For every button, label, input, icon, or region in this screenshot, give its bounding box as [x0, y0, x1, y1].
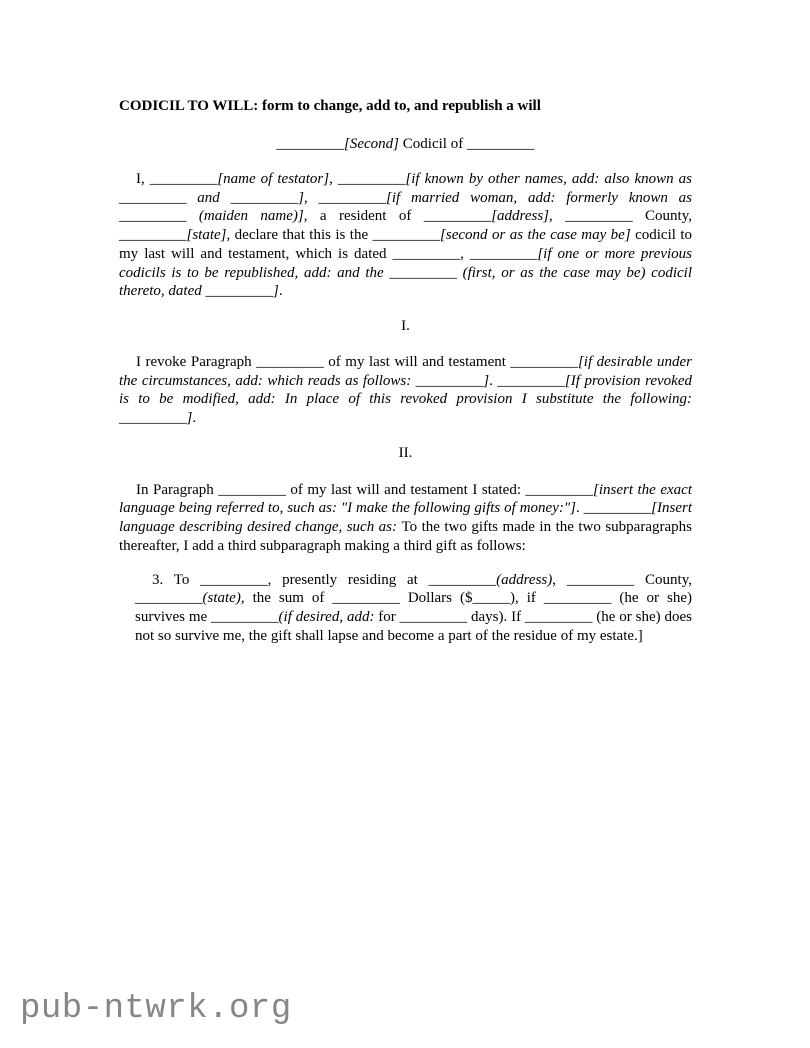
section-2-heading: II.: [398, 444, 413, 461]
document-subtitle: _________[Second] Codicil of _________: [276, 136, 535, 152]
document-title: CODICIL TO WILL: form to change, add to, and republish a will: [119, 98, 541, 114]
section-1-heading: I.: [401, 317, 410, 334]
codicil-document: [119, 97, 692, 645]
paragraph-intro: I, _________[name of testator], _________[if known by other names, add: also known as _________ and _________], _________[if married woman, add: formerly known as _________ (maiden name)], a resident of _________[address], _________ County, _________[state], declare that this is the _________[second or as the case may be] codicil to my last will and testament, which is dated _________, _________[if one or more previous codicils is to be republished, add: and the _________ (first, or as the case may be) codicil thereto, dated _________].: [119, 171, 693, 300]
section-1-paragraph: I revoke Paragraph _________ of my last will and testament _________[if desirable under the circumstances, add: which reads as follows: _________]. _________[If provision revoked is to be modified, add: In place of this revoked provision I substitute the following: _________].: [119, 353, 693, 427]
gift-clause-paragraph: 3. To _________, presently residing at _________(address), _________ County, _________(state), the sum of _________ Dollars ($_____), if _________ (he or she) survives me _________(if desired, add: for _________ days). If _________ (he or she) does not so survive me, the gift shall lapse and become a part of the residue of my estate.]: [135, 571, 692, 644]
watermark-text: pub-ntwrk.org: [20, 990, 292, 1028]
section-2-paragraph: In Paragraph _________ of my last will and testament I stated: _________[insert the exact language being referred to, such as: "I make the following gifts of money:"]. _________[Insert language describing desired change, such as: To the two gifts made in the two subparagraphs thereafter, I add a third subparagraph making a third gift as follows:: [119, 481, 692, 554]
